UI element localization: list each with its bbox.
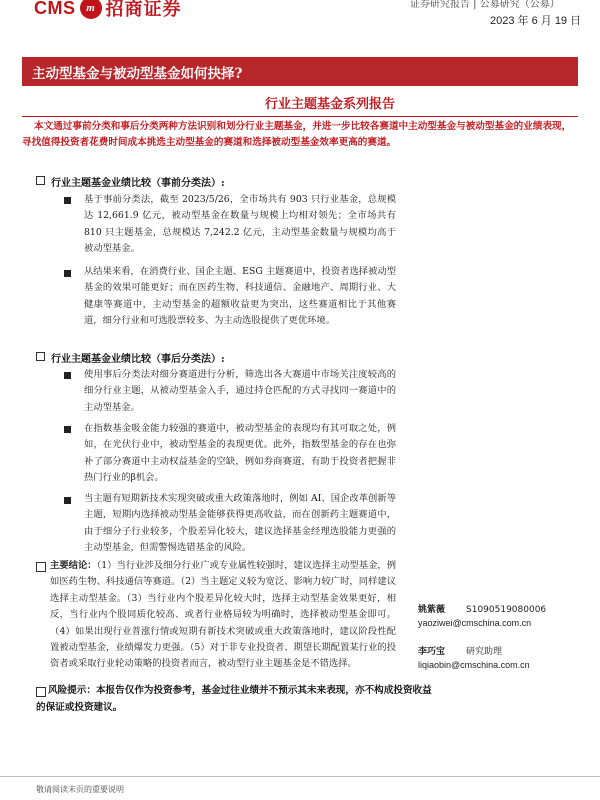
checkbox-icon [36, 176, 45, 185]
page-title: 主动型基金与被动型基金如何抉择? [32, 66, 243, 82]
conclusion-text: （1）当行业涉及细分行业广或专业属性较强时，建议选择主动型基金，例如医药生物、科技通信等赛道。（2）当主题定义较为宽泛、影响力较广时，同样建议选择主动型基金。（3）当行业内个股差异化较大时，选择主动型基金效果更好，相反，当行业内个股同质化较高、或者行业格局较为明确时，选择被动型基金即可。（4）如果出现行业普涨行情或短期有新技术突破或重大政策落地时，建议阶段性配置被动型基金，业绩爆发力更强。（5）对于非专业投资者、期望长期配置某行业的投资者或采取行业轮动策略的投资者而言，被动型行业主题基金是不错选择。 [50, 560, 396, 670]
abstract: 本文通过事前分类和事后分类两种方法识别和划分行业主题基金，并进一步比较各赛道中主动型基金与被动型基金的业绩表现，寻找值得投资者花费时间成本挑选主动型基金的赛道和选择被动型基金效率更高的赛道。 [22, 121, 572, 148]
bullet-icon [64, 497, 76, 507]
bullet-icon [64, 372, 76, 382]
risk-warning [36, 682, 436, 716]
section-heading [36, 350, 225, 365]
analyst-2 [418, 644, 502, 657]
analyst-email: liqiaobin@cmschina.com.cn [418, 660, 530, 670]
bullet-paragraph: 基于事前分类法，截至 2023/5/26，全市场共有 903 只行业基金，总规模达 12,661.9 亿元，被动型基金在数量与规模上均相对领先；全市场共有 810 只主题基金，总规模达 7,242.2 亿元，主动型基金数量与规模均高于被动型基金。 [84, 194, 396, 255]
analyst-2-email-row [418, 660, 530, 671]
bullet-icon [64, 426, 76, 436]
logo-mark-icon: m [80, 0, 102, 19]
bullet-paragraph: 在指数基金吸金能力较强的赛道中，被动型基金的表现均有其可取之处，例如，在光伏行业中，被动型基金的表现更优。此外，指数型基金的存在也弥补了部分赛道中主动权益基金的空缺，例如券商赛道，有助于投资者把握非热门行业的β机会。 [84, 423, 396, 484]
bullet-paragraph: 当主题有短期新技术实现突破或重大政策落地时，例如 AI、国企改革创新等主题，短期内选择被动型基金能够获得更高收益，而在创新药主题赛道中，由于细分子行业较多，个股差异化较大，建议选择基金经理选股能力更强的主动型基金，但需警惕选错基金的风险。 [84, 493, 396, 554]
company-logo [34, 0, 182, 22]
analyst-1-email-row [418, 618, 531, 629]
checkbox-icon [36, 562, 46, 572]
logo-latin-text: CMS [34, 0, 76, 18]
conclusion-label: 主要结论： [50, 560, 97, 571]
analyst-name: 李巧宝 [418, 647, 446, 657]
page-subtitle: 行业主题基金系列报告 [264, 97, 395, 112]
report-type: 证券研究报告 | 公募研究（公募） [410, 0, 560, 10]
analyst-id: 研究助理 [466, 647, 503, 657]
checkbox-icon [36, 352, 45, 361]
analyst-id: S1090519080006 [466, 605, 547, 615]
bullet-paragraph: 从结果来看，在消费行业、国企主题、ESG 主题赛道中，投资者选择被动型基金的效果可能更好；而在医药生物、科技通信、金融地产、周期行业、大健康等赛道中，主动型基金的超额收益更为突出，这些赛道相比于其他赛道，细分行业和可选股票较多、为主动选股提供了更优环境。 [84, 266, 396, 327]
main-conclusion [50, 558, 396, 673]
section-title: 行业主题基金业绩比较（事后分类法）: [51, 354, 225, 365]
analyst-email: yaoziwei@cmschina.com.cn [418, 618, 532, 628]
divider [22, 116, 578, 117]
section-title: 行业主题基金业绩比较（事前分类法）: [51, 178, 225, 189]
footer-note: 敬请阅读末页的重要说明 [36, 785, 124, 794]
risk-label: 风险提示： [48, 685, 96, 696]
analyst-1 [418, 602, 546, 615]
analyst-name: 姚紫薇 [418, 605, 446, 615]
section-heading [36, 174, 225, 189]
bullet-paragraph: 使用事后分类法对细分赛道进行分析，筛选出各大赛道中市场关注度较高的细分行业主题，从被动型基金入手，通过持仓匹配的方式寻找同一赛道中的主动型基金。 [84, 369, 396, 413]
footer-divider [0, 776, 600, 777]
bullet-icon [64, 270, 76, 280]
logo-chinese-text: 招商证券 [105, 0, 182, 20]
bullet-icon [64, 197, 76, 207]
risk-text: 本报告仅作为投资参考，基金过往业绩并不预示其未来表现，亦不构成投资收益的保证或投资建议。 [36, 685, 432, 713]
report-date: 2023 年 6 月 19 日 [490, 15, 582, 27]
